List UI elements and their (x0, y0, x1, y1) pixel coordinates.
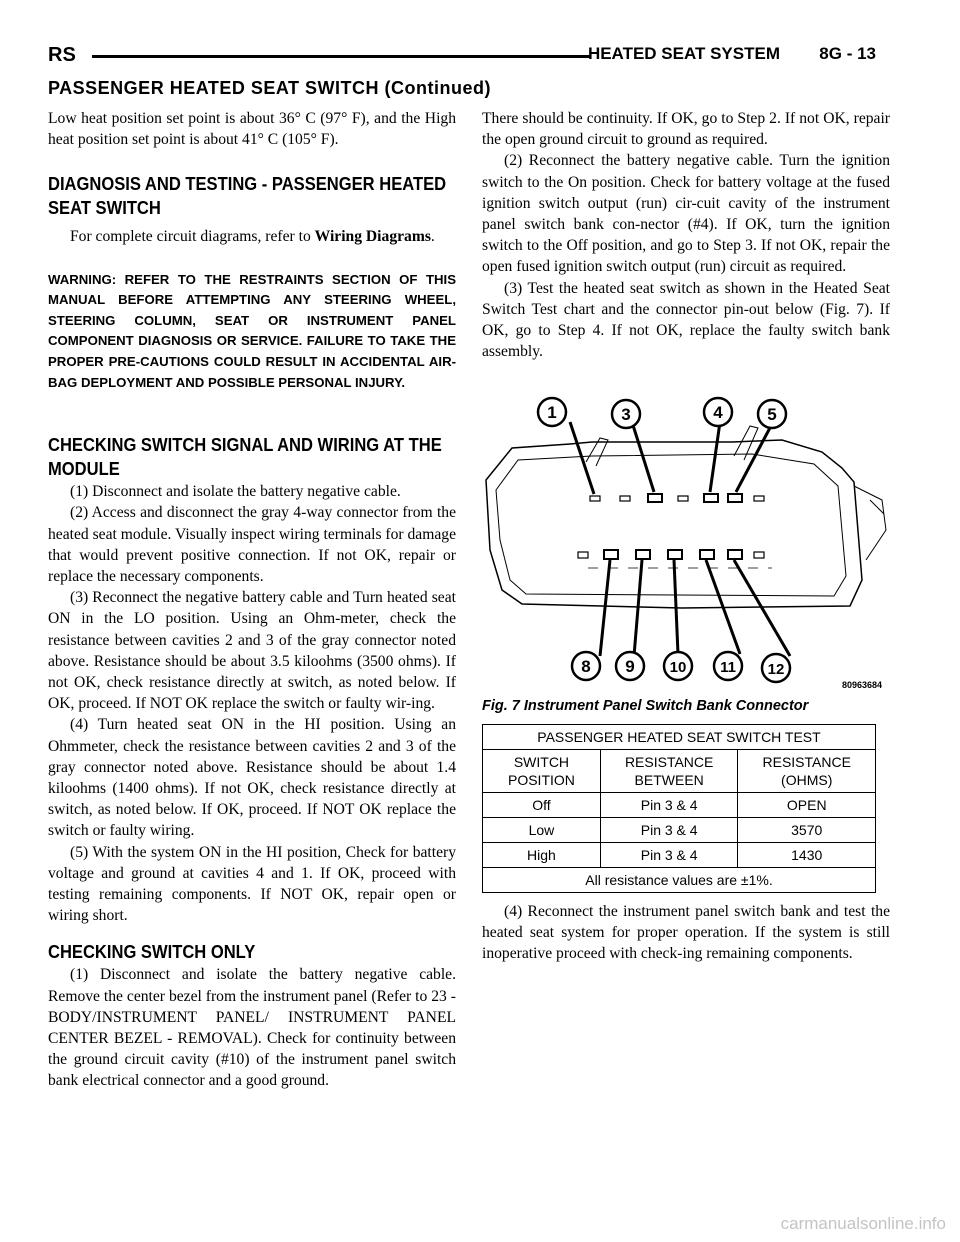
table-row (483, 817, 876, 842)
table-header: RESISTANCE (OHMS) (738, 749, 876, 792)
step-item: (1) Disconnect and isolate the battery negative cable. Remove the center bezel from the instrument panel (Refer to 23 - BODY/INSTRUMENT PANEL/ INSTRUMENT PANEL CENTER BEZEL - REMOVAL). Check for continuity between the ground circuit cavity (#10) of the instrument panel switch bank electrical connector and a good ground. (48, 966, 456, 1090)
callout-label: 12 (767, 661, 785, 679)
callout-label: 4 (713, 403, 723, 423)
header-title: HEATED SEAT SYSTEM (587, 44, 780, 63)
section-heading-diagnosis: DIAGNOSIS AND TESTING - PASSENGER HEATED SEAT SWITCH (48, 174, 447, 219)
table-cell: High (483, 842, 601, 867)
table-cell: Pin 3 & 4 (600, 792, 738, 817)
continued-paragraph: There should be continuity. If OK, go to Step 2. If not OK, repair the open ground circuit to ground as required. (482, 110, 890, 149)
table-cell: 3570 (738, 817, 876, 842)
table-header: SWITCH POSITION (483, 749, 601, 792)
callout-label: 1 (547, 403, 557, 423)
header-section-code: RS (48, 44, 76, 66)
step-item: (5) With the system ON in the HI position, Check for battery voltage and ground at cavities 4 and 1. If OK, proceed with testing remaining components. If NOT OK, repair open or wiring short. (48, 843, 456, 925)
section-heading-switch-only: CHECKING SWITCH ONLY (48, 942, 256, 963)
step-item: (2) Access and disconnect the gray 4-way connector from the heated seat module. Visually inspect wiring terminals for damage that would prevent positive connection. If not OK, repair or replace the necessary components. (48, 504, 456, 585)
wiring-reference: For complete circuit diagrams, refer to Wiring Diagrams. (70, 228, 435, 246)
continued-heading: PASSENGER HEATED SEAT SWITCH (Continued) (48, 78, 491, 98)
top-cavity-row (590, 494, 764, 502)
table-header: RESISTANCE BETWEEN (600, 749, 738, 792)
table-cell: OPEN (738, 792, 876, 817)
step-item: (4) Reconnect the instrument panel switch bank and test the heated seat system for proper operation. If the system is still inoperative proceed with check-ing remaining components. (482, 902, 890, 963)
step-item: (3) Test the heated seat switch as shown in the Heated Seat Switch Test chart and the connector pin-out below (Fig. 7). If OK, go to Step 4. If not OK, replace the faulty switch bank assembly. (482, 279, 890, 361)
table-row (483, 792, 876, 817)
page-header (48, 44, 876, 70)
table-title: PASSENGER HEATED SEAT SWITCH TEST (483, 724, 876, 749)
step-item: (3) Reconnect the negative battery cable and Turn heated seat ON in the LO position. Using an Ohm-meter, check the resistance between cavities 2 and 3 of the gray connector noted above. Resistance should be about 3.5 kiloohms (3500 ohms). If not OK, check resistance directly at switch, as noted below. If OK, proceed. If NOT OK replace the switch or faulty wir-ing. (48, 589, 456, 713)
bottom-cavity-row (578, 550, 764, 559)
table-footer: All resistance values are ±1%. (483, 867, 876, 892)
table-cell: Pin 3 & 4 (600, 842, 738, 867)
step-item: (2) Reconnect the battery negative cable. Turn the ignition switch to the On position. Check for battery voltage at the fused ignition switch output (run) cir-cuit cavity of the instrument panel switch bank con-nector (#4). If OK, turn the ignition switch to the Off position, and go to Step 3. If not OK, repair the open fused ignition switch output (run) circuit as required. (482, 152, 890, 276)
callout-label: 10 (669, 659, 687, 677)
callout-label: 9 (625, 657, 635, 677)
watermark: carmanualsonline.info (780, 1214, 946, 1233)
table-cell: Pin 3 & 4 (600, 817, 738, 842)
callout-label: 5 (767, 405, 777, 425)
switch-test-table (482, 724, 876, 893)
figure-caption: Fig. 7 Instrument Panel Switch Bank Connector (482, 698, 809, 715)
page-number: 8G - 13 (819, 44, 876, 63)
intro-paragraph: Low heat position set point is about 36° C (97° F), and the High heat position set point is about 41° C (105° F). (48, 110, 456, 149)
connector-figure (482, 390, 890, 690)
figure-code: 80963684 (841, 680, 882, 691)
header-rule (92, 55, 590, 58)
right-column (482, 108, 890, 964)
table-cell: Off (483, 792, 601, 817)
table-cell: 1430 (738, 842, 876, 867)
step-item: (4) Turn heated seat ON in the HI position. Using an Ohmmeter, check the resistance between cavities 2 and 3 of the gray connector noted above. Resistance should be about 1.4 kiloohms (1400 ohms). If not OK, check resistance directly at switch, as noted below. If OK, proceed. If NOT OK replace the switch or faulty wiring. (48, 716, 456, 840)
left-column (48, 108, 456, 1092)
wiring-diagrams-link[interactable]: Wiring Diagrams (314, 228, 431, 246)
callout-label: 11 (720, 659, 736, 677)
connector-diagram (482, 390, 890, 690)
section-heading-signal: CHECKING SWITCH SIGNAL AND WIRING AT THE MODULE (48, 435, 442, 480)
callout-label: 8 (581, 657, 591, 677)
step-item: (1) Disconnect and isolate the battery negative cable. (70, 483, 401, 501)
table-cell: Low (483, 817, 601, 842)
table-row (483, 842, 876, 867)
warning-text: WARNING: REFER TO THE RESTRAINTS SECTION OF THIS MANUAL BEFORE ATTEMPTING ANY STEERING WHEEL, STEERING COLUMN, SEAT OR INSTRUMENT PANEL COMPONENT DIAGNOSIS OR SERVICE. FAILURE TO TAKE THE PROPER PRE-CAUTIONS COULD RESULT IN ACCIDENTAL AIR-BAG DEPLOYMENT AND POSSIBLE PERSONAL INJURY. (48, 271, 456, 390)
callout-label: 3 (621, 405, 631, 425)
